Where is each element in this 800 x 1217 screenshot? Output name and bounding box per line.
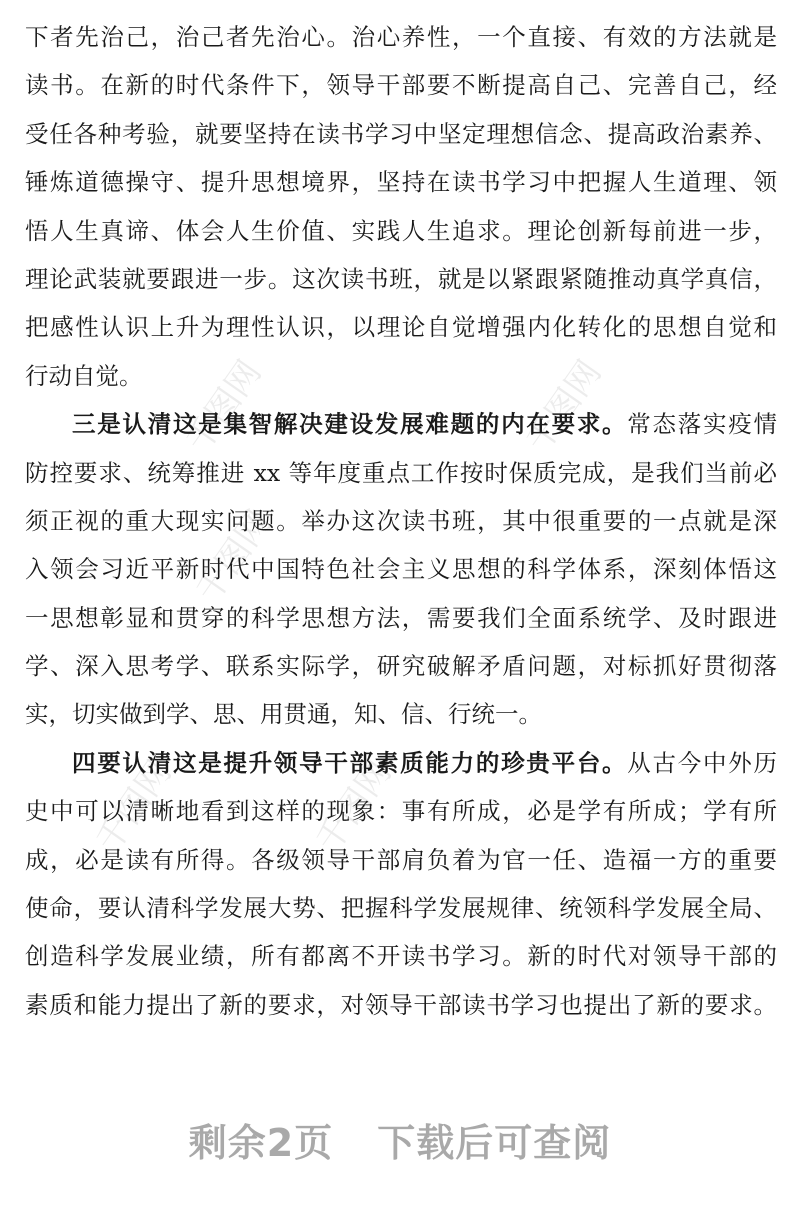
text-line: 成，必是读有所得。各级领导干部肩负着为官一任、造福一方的重要 [25,845,777,874]
text-line: 素质和能力提出了新的要求，对领导干部读书学习也提出了新的要求。 [25,990,777,1019]
paragraph [25,13,777,400]
text-line: 下者先治己，治己者先治心。治心养性，一个直接、有效的方法就是 [25,23,777,51]
text-line: 实，切实做到学、思、用贯通，知、信、行统一。 [25,700,542,729]
text-line: 使命，要认清科学发展大势、把握科学发展规律、统领科学发展全局、 [25,894,777,923]
watermark: 千图网 [178,353,270,460]
text-line: 受任各种考验，就要坚持在读书学习中坚定理想信念、提高政治素养、 [25,119,777,148]
watermark: 千图网 [308,753,400,860]
paragraph [25,739,777,1029]
download-label[interactable]: 下载后可查阅 [377,1121,612,1165]
text-line: 把感性认识上升为理性认识，以理论自觉增强内化转化的思想自觉和 [25,313,777,342]
watermark: 千图网 [88,753,180,860]
paragraph [25,400,777,739]
text-line: 行动自觉。 [25,361,143,390]
text-line: 史中可以清晰地看到这样的现象：事有所成，必是学有所成；学有所 [25,797,777,826]
text-line [25,400,777,448]
text-line [25,739,777,787]
text-line: 学、深入思考学、联系实际学，研究破解矛盾问题，对标抓好贯彻落 [25,652,777,681]
download-prompt[interactable] [0,1112,800,1167]
text-line: 悟人生真谛、体会人生价值、实践人生追求。理论创新每前进一步， [25,216,777,245]
text-line: 创造科学发展业绩，所有都离不开读书学习。新的时代对领导干部的 [25,942,777,971]
text-line: 一思想彰显和贯穿的科学思想方法，需要我们全面系统学、及时跟进 [25,603,777,632]
text-run: 从古今中外历 [627,748,777,777]
document-body [25,13,777,1029]
text-line: 锤炼道德操守、提升思想境界，坚持在读书学习中把握人生道理、领 [25,168,777,197]
watermark: 千图网 [188,503,280,610]
remaining-pages-label: 剩余2页 [188,1121,334,1165]
paragraph-heading: 三是认清这是集智解决建设发展难题的内在要求。 [72,410,628,439]
text-line: 防控要求、统筹推进 xx 等年度重点工作按时保质完成，是我们当前必 [25,458,777,487]
text-run: 常态落实疫情 [627,410,777,439]
text-line: 须正视的重大现实问题。举办这次读书班，其中很重要的一点就是深 [25,506,777,535]
text-line: 理论武装就要跟进一步。这次读书班，就是以紧跟紧随推动真学真信， [25,264,777,293]
watermark: 千图网 [518,353,610,460]
text-line: 读书。在新的时代条件下，领导干部要不断提高自己、完善自己，经 [25,71,777,100]
text-line: 入领会习近平新时代中国特色社会主义思想的科学体系，深刻体悟这 [25,555,777,584]
paragraph-heading: 四要认清这是提升领导干部素质能力的珍贵平台。 [72,748,628,777]
